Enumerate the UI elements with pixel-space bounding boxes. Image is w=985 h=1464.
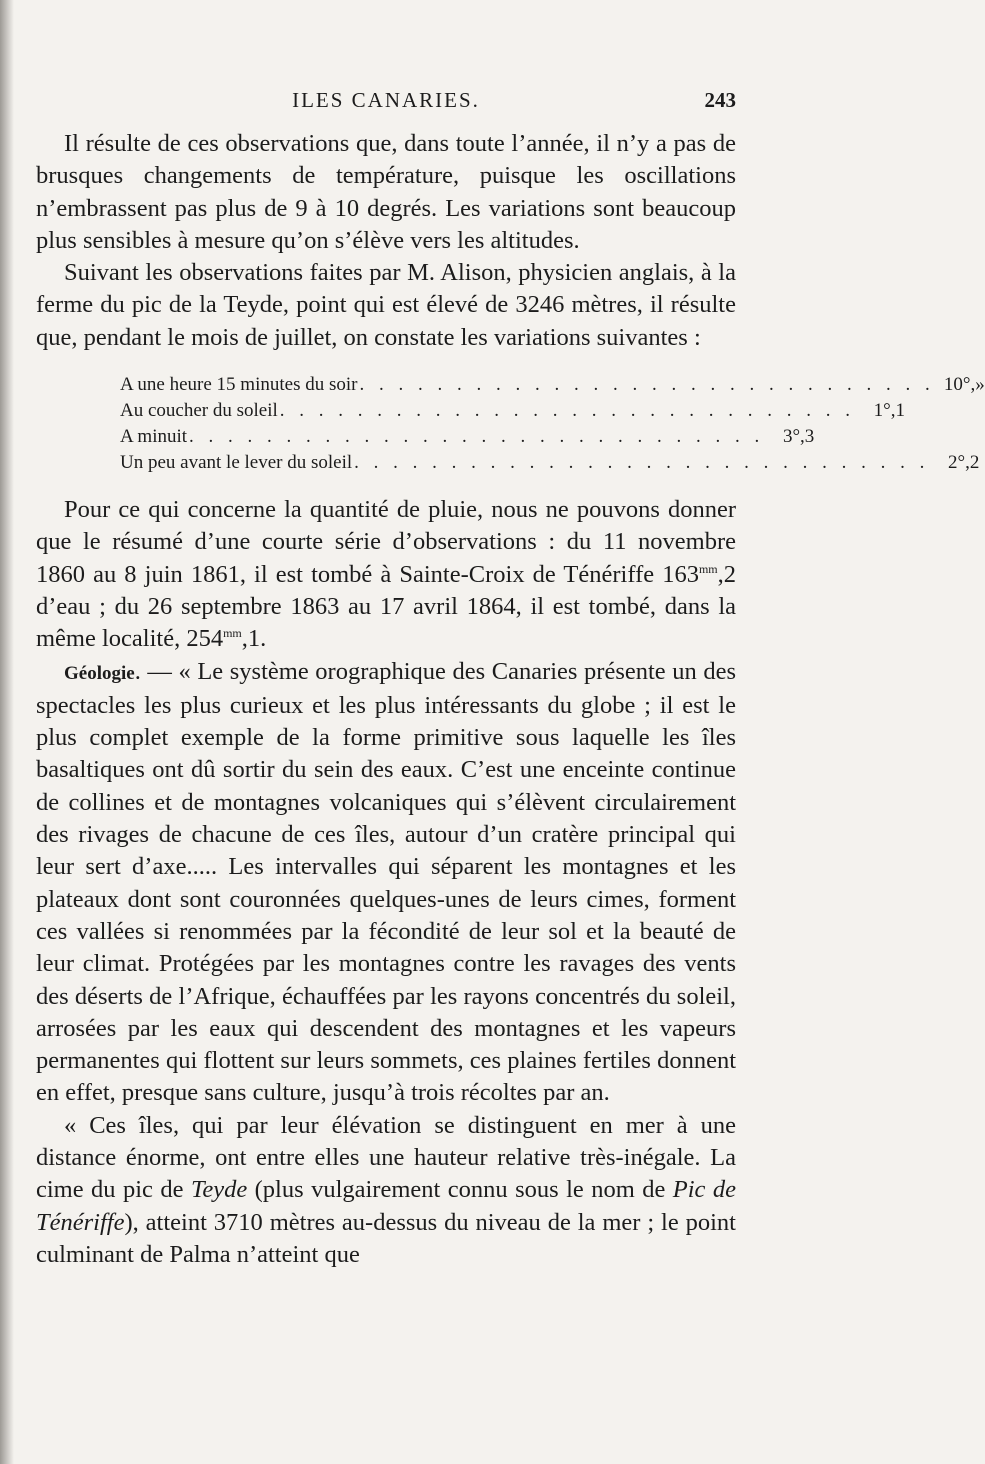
paragraph-rainfall [36, 494, 736, 655]
paragraph-geology [36, 656, 736, 1110]
row-label: Au coucher du soleil [120, 400, 278, 422]
dot-leader: . . . . . . . . . . . . . . . . . . . . . . . . . . . . . . [189, 426, 765, 448]
row-value: 1°,1 [873, 400, 906, 422]
page-number: 243 [704, 88, 736, 112]
heights-text-1: « Ces îles, qui par leur élévation se distinguent en mer à une distance énorme, ont entre elles une hauteur relative très-inégale. La cime du pic de [36, 1111, 736, 1204]
heights-text-2: (plus vulgairement connu sous le nom de [247, 1176, 673, 1204]
row-label: A une heure 15 minutes du soir [120, 374, 358, 396]
page-body [36, 128, 985, 1271]
row-label: Un peu avant le lever du soleil [120, 452, 353, 474]
italic-pic-de-teneriffe: Pic de Ténériffe [36, 1176, 736, 1236]
temperature-table [120, 372, 985, 476]
rainfall-text-1: Pour ce qui concerne la quantité de pluie, nous ne pouvons donner que le résumé d’une courte série d’observations : du 11 novembre 1860 au 8 juin 1861, il est tombé à Sainte-Croix de Ténériffe 163 [36, 496, 736, 588]
paragraph-island-heights [36, 1110, 736, 1271]
table-row [120, 450, 980, 476]
dot-leader: . . . . . . . . . . . . . . . . . . . . . . . . . . . . . . [359, 374, 935, 396]
table-row [120, 424, 815, 450]
rainfall-text-2: ,2 d’eau ; du 26 septembre 1863 au 17 avril 1864, il est tombé, dans la même localité, 254 [36, 560, 736, 653]
running-head: ILES CANARIES. [292, 88, 480, 112]
heights-text-3: ), atteint 3710 mètres au-dessus du niveau de la mer ; le point culminant de Palma n’atteint que [36, 1208, 736, 1268]
paragraph-alison-observations: Suivant les observations faites par M. Alison, physicien anglais, à la ferme du pic de la Teyde, point qui est élevé de 3246 mètres, il résulte que, pendant le mois de juillet, on constate les variations suivantes : [36, 259, 736, 351]
unit-superscript: mm [698, 561, 718, 576]
row-value: 3°,3 [782, 426, 815, 448]
row-value: 10°,» [943, 374, 985, 396]
row-label: A minuit [120, 426, 188, 448]
rainfall-text-3: ,1. [241, 625, 267, 653]
page-header [36, 88, 736, 128]
dot-leader: . . . . . . . . . . . . . . . . . . . . . . . . . . . . . . [279, 400, 856, 422]
section-heading-geologie: Géologie [64, 662, 135, 684]
page-gutter-shadow [0, 0, 14, 1464]
table-row [120, 372, 985, 398]
paragraph-temperature-oscillations: Il résulte de ces observations que, dans toute l’année, il n’y a pas de brusques changements de température, puisque les oscillations n’embrassent pas plus de 9 à 10 degrés. Les variations sont beaucoup plus sensibles à mesure qu’on s’élève vers les altitudes. [36, 130, 736, 254]
geology-text: . — « Le système orographique des Canaries présente un des spectacles les plus curieux et les plus intéressants du globe ; il est le plus complet exemple de la forme primitive sous laquelle les îles basaltiques ont dû sortir du sein des eaux. C’est une enceinte continue de collines et de montagnes volcaniques qui s’élèvent circulairement des rivages de chacune de ces îles, autour d’un cratère principal qui leur sert d’axe..... Les intervalles qui séparent les montagnes et les plateaux dont sont couronnées quelques-unes de leurs cimes, forment ces vallées si renommées par la fécondité de leur sol et la beauté de leur climat. Protégées par les montagnes contre les ravages des vents des déserts de l’Afrique, échauffées par les rayons concentrés du soleil, arrosées par les eaux qui descendent des montagnes et les vapeurs permanentes qui flottent sur leurs sommets, ces plaines fertiles donnent en effet, presque sans culture, jusqu’à trois récoltes par an. [36, 657, 736, 1107]
dot-leader: . . . . . . . . . . . . . . . . . . . . . . . . . . . . . . [354, 452, 930, 474]
table-row [120, 398, 906, 424]
italic-teyde: Teyde [190, 1176, 248, 1204]
unit-superscript: mm [223, 626, 242, 641]
row-value: 2°,2 [948, 452, 980, 474]
